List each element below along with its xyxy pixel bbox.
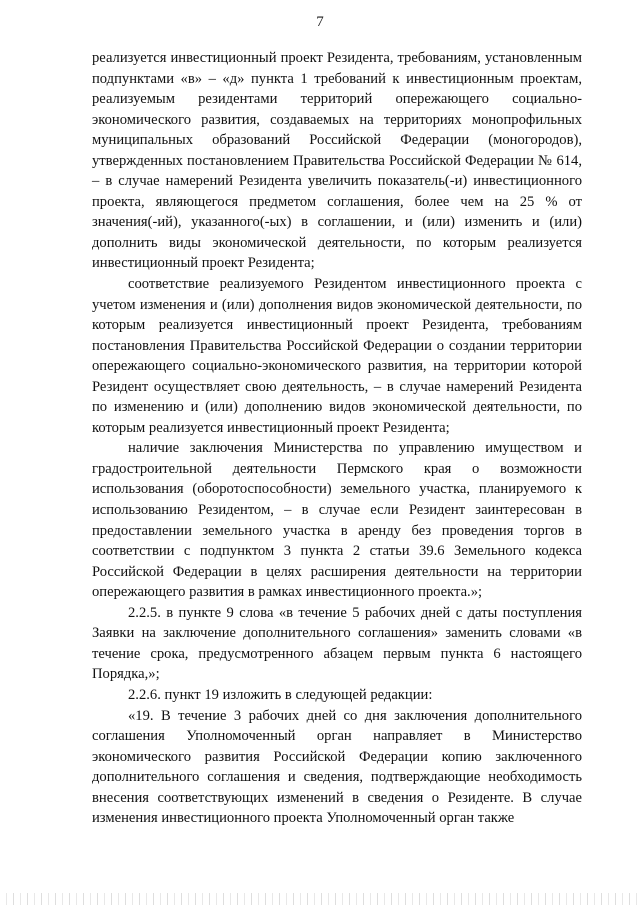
page-number: 7 bbox=[316, 14, 324, 30]
scan-artifact-strip bbox=[0, 893, 640, 905]
paragraph-item-19: «19. В течение 3 рабочих дней со дня заключения дополнительного соглашения Уполномоченный орган направляет в Министерство экономического развития Российской Федерации копию заключенного дополнительного соглашения и сведения, подтверждающие необходимость внесения соответствующих изменений в сведения о Резиденте. В случае изменения инвестиционного проекта Уполномоченный орган также bbox=[92, 707, 582, 827]
paragraph-item-2-2-6: 2.2.6. пункт 19 изложить в следующей редакции: bbox=[128, 686, 433, 703]
paragraph-conclusion: наличие заключения Министерства по управлению имуществом и градостроительной деятельности Пермского края о возможности использования (оборотоспособности) земельного участка, планируемого к использованию Резидентом, – в случае если Резидент заинтересован в предоставлении земельного участка в аренду без проведения торгов в соответствии с подпунктом 3 пункта 2 статьи 39.6 Земельного кодекса Российской Федерации в целях расширения деятельности на территории опережающего развития в рамках инвестиционного проекта.»; bbox=[92, 440, 582, 601]
paragraph-compliance: соответствие реализуемого Резидентом инвестиционного проекта с учетом изменения и (или) дополнения видов экономической деятельности, по которым реализуется инвестиционный проект Резидента, требованиям постановления Правительства Российской Федерации о создании территории опережающего социально-экономического развития, на территории которой Резидент осуществляет свою деятельность, – в случае намерений Резидента по изменению и (или) дополнению видов экономической деятельности, по которым реализуется инвестиционный проект Резидента; bbox=[92, 276, 582, 436]
document-body bbox=[92, 48, 582, 829]
paragraph-item-2-2-5: 2.2.5. в пункте 9 слова «в течение 5 рабочих дней с даты поступления Заявки на заключение дополнительного соглашения» заменить словами «в течение срока, предусмотренного абзацем первым пункта 6 настоящего Порядка,»; bbox=[92, 604, 582, 683]
paragraph-continuation: реализуется инвестиционный проект Резидента, требованиям, установленным подпунктами «в» – «д» пункта 1 требований к инвестиционным проектам, реализуемым резидентами территорий опережающего социально-экономического развития, создаваемых на территориях монопрофильных муниципальных образований Российской Федерации (моногородов), утвержденных постановлением Правительства Российской Федерации № 614, – в случае намерений Резидента увеличить показатель(-и) инвестиционного проекта, являющегося предметом соглашения, более чем на 25 % от значения(-ий), указанного(-ых) в соглашении, и (или) изменить и (или) дополнить виды экономической деятельности, по которым реализуется инвестиционный проект Резидента; bbox=[92, 50, 582, 272]
